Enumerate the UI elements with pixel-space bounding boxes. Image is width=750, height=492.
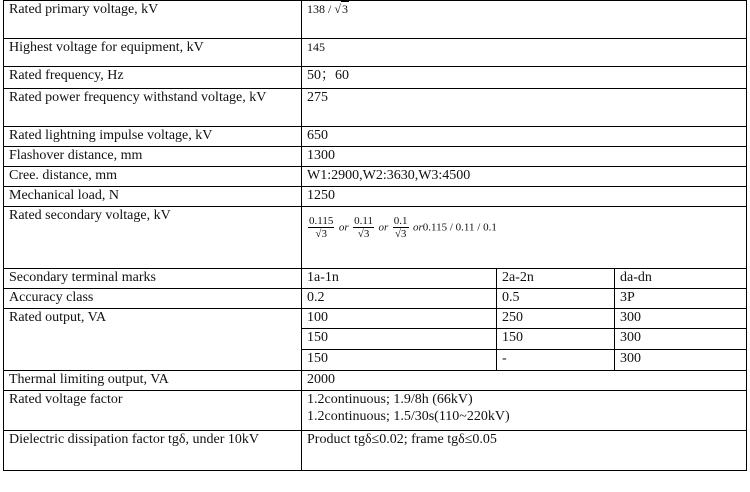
value-cell: 275 — [302, 89, 747, 127]
table-row — [4, 147, 747, 167]
table-row — [4, 187, 747, 207]
value-cell: 300 — [615, 309, 747, 329]
voltage-number: 138 — [307, 2, 325, 16]
fraction — [393, 215, 409, 240]
or-text: or — [413, 221, 423, 234]
value-cell — [302, 207, 747, 269]
value-cell: - — [497, 350, 615, 371]
table-row — [4, 371, 747, 391]
numerator: 0.11 — [354, 215, 373, 227]
table-row — [4, 1, 747, 39]
formula-tail: 0.115 / 0.11 / 0.1 — [422, 221, 497, 234]
param-cell: Rated secondary voltage, kV — [4, 207, 302, 269]
param-cell: Secondary terminal marks — [4, 269, 302, 289]
value-cell: Product tgδ≤0.02; frame tgδ≤0.05 — [302, 431, 747, 471]
param-cell: Rated voltage factor — [4, 391, 302, 431]
table-row — [4, 67, 747, 89]
value-cell: 0.5 — [497, 289, 615, 309]
value-cell: 100 — [302, 309, 497, 329]
table-row — [4, 167, 747, 187]
value-cell — [302, 391, 747, 431]
param-cell: Rated lightning impulse voltage, kV — [4, 127, 302, 147]
value-cell: 150 — [497, 329, 615, 350]
value-cell: 3P — [615, 289, 747, 309]
value-cell — [302, 1, 747, 39]
fraction — [308, 215, 334, 240]
param-cell: Rated output, VA — [4, 309, 302, 371]
or-text: or — [378, 221, 389, 234]
table-row — [4, 289, 747, 309]
value-cell: 300 — [615, 329, 747, 350]
denominator: √3 — [357, 228, 370, 240]
table-row — [4, 89, 747, 127]
numerator: 0.1 — [393, 215, 408, 227]
voltage-factor-line: 1.2continuous; 1.9/8h (66kV) — [307, 392, 473, 407]
param-cell: Accuracy class — [4, 289, 302, 309]
fraction — [353, 215, 374, 240]
param-cell: Thermal limiting output, VA — [4, 371, 302, 391]
table-row — [4, 391, 747, 431]
spec-table-container — [3, 0, 746, 492]
voltage-factor-line: 1.2continuous; 1.5/30s(110~220kV) — [307, 409, 510, 424]
denominator: √3 — [315, 228, 327, 240]
value-cell: W1:2900,W2:3630,W3:4500 — [302, 167, 747, 187]
radicand: 3 — [363, 228, 370, 240]
voltage-separator: / — [325, 2, 335, 16]
value-cell: 2a-2n — [497, 269, 615, 289]
value-cell: 0.2 — [302, 289, 497, 309]
value-cell: 2000 — [302, 371, 747, 391]
sqrt-symbol: √3 — [334, 2, 348, 16]
numerator: 0.115 — [309, 215, 334, 227]
param-cell: Highest voltage for equipment, kV — [4, 39, 302, 67]
value-cell: 1250 — [302, 187, 747, 207]
param-cell: Mechanical load, N — [4, 187, 302, 207]
or-text: or — [338, 221, 349, 234]
value-cell: 150 — [302, 329, 497, 350]
sqrt-radicand: 3 — [341, 2, 348, 16]
radicand: 3 — [321, 228, 327, 240]
table-row — [4, 269, 747, 289]
secondary-voltage-formula — [307, 215, 497, 240]
value-cell: 1300 — [302, 147, 747, 167]
value-cell: 150 — [302, 350, 497, 371]
table-row — [4, 431, 747, 471]
value-cell: 145 — [302, 39, 747, 67]
param-cell: Cree. distance, mm — [4, 167, 302, 187]
param-cell: Dielectric dissipation factor tgδ, under 10kV — [4, 431, 302, 471]
param-cell: Rated primary voltage, kV — [4, 1, 302, 39]
value-cell: 1a-1n — [302, 269, 497, 289]
table-row — [4, 127, 747, 147]
denominator: √3 — [394, 228, 407, 240]
value-cell: 650 — [302, 127, 747, 147]
param-cell: Flashover distance, mm — [4, 147, 302, 167]
param-cell: Rated frequency, Hz — [4, 67, 302, 89]
value-cell: da-dn — [615, 269, 747, 289]
table-row — [4, 309, 747, 329]
value-cell: 250 — [497, 309, 615, 329]
radicand: 3 — [400, 228, 407, 240]
value-cell: 50；60 — [302, 67, 747, 89]
specification-table — [3, 0, 747, 471]
table-row — [4, 39, 747, 67]
param-cell: Rated power frequency withstand voltage, kV — [4, 89, 302, 127]
table-row — [4, 207, 747, 269]
value-cell: 300 — [615, 350, 747, 371]
